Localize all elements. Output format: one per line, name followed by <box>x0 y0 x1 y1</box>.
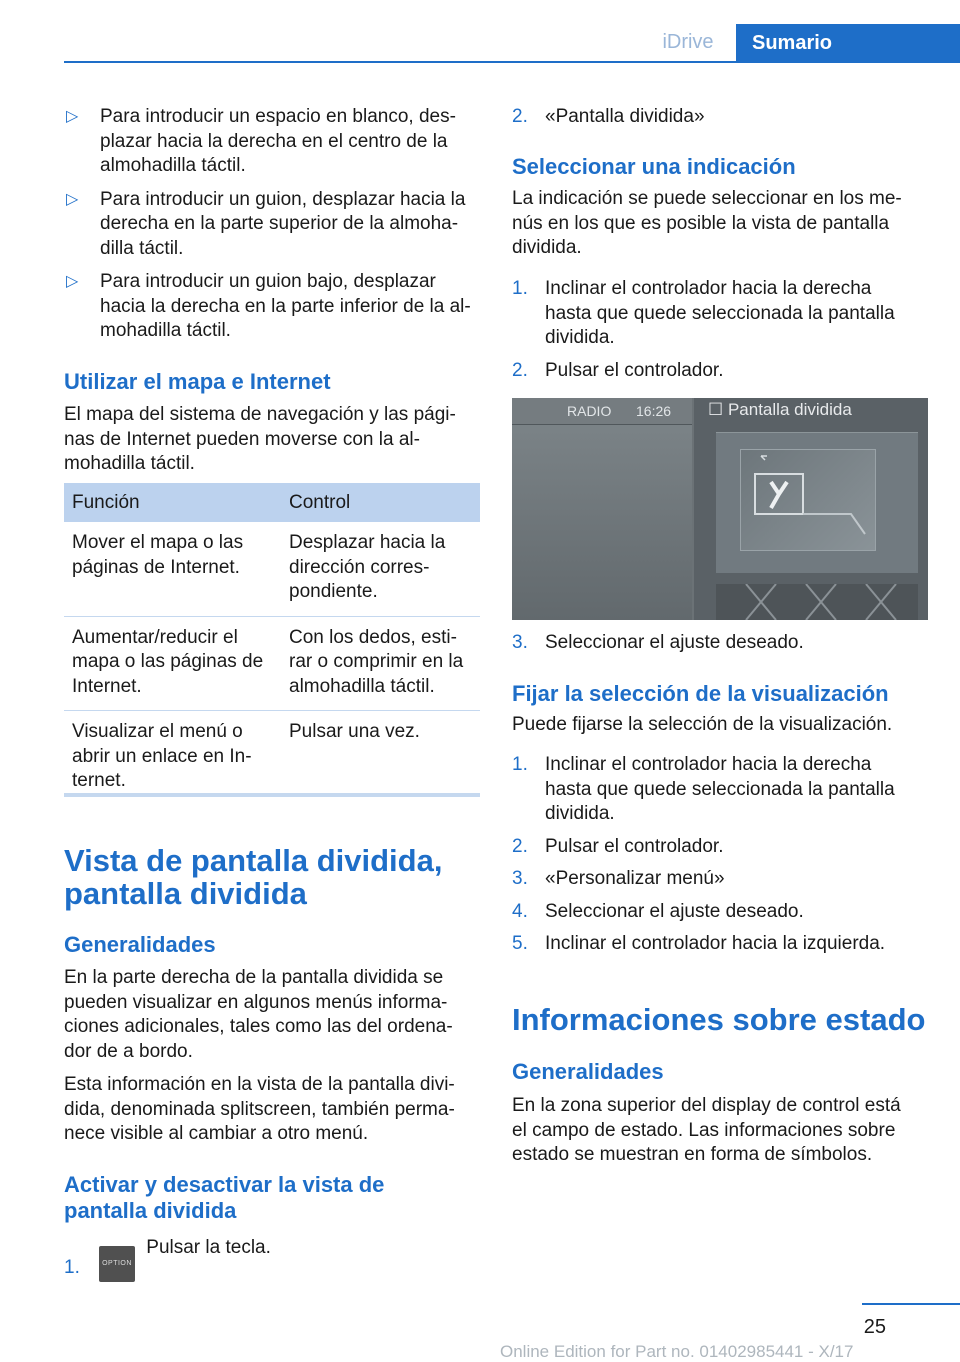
table-cell <box>281 616 480 711</box>
text-line: hacia la derecha en la parte inferior de la al- <box>100 295 471 317</box>
step-item <box>512 631 804 656</box>
step-content <box>97 1236 271 1282</box>
text-line: ciones adicionales, tales como las del ordena- <box>64 1016 453 1037</box>
option-key-icon: OPTION <box>99 1246 135 1282</box>
step-number: 4. <box>512 900 528 922</box>
heading-line: Activar y desactivar la vista de <box>64 1172 385 1197</box>
fix-steps <box>512 753 895 957</box>
select-steps <box>512 277 895 383</box>
select-heading: Seleccionar una indicación <box>512 154 796 179</box>
text-line: dividida. <box>545 327 615 348</box>
status-info-title: Informaciones sobre estado <box>512 1002 926 1037</box>
title-line: pantalla dividida <box>64 876 307 911</box>
status-general-heading: Generalidades <box>512 1059 664 1084</box>
screenshot-clock: 16:26 <box>636 403 672 419</box>
table-header-row <box>64 483 480 522</box>
text-line: Inclinar el controlador hacia la derecha <box>545 278 872 299</box>
step-number: 1. <box>512 278 528 299</box>
text-line: dilla táctil. <box>100 237 184 259</box>
text-line: Pulsar el controlador. <box>545 835 724 857</box>
text-line: dividida. <box>545 803 615 824</box>
fix-paragraph: Puede fijarse la selección de la visualización. <box>512 714 893 735</box>
header-section-label: iDrive <box>662 31 714 53</box>
text-line: Desplazar hacia la <box>289 532 446 553</box>
table-cell <box>64 616 281 711</box>
step-item <box>512 359 895 384</box>
text-line: nece visible al cambiar a otro menú. <box>64 1123 369 1144</box>
text-line: El mapa del sistema de navegación y las pági- <box>64 404 456 425</box>
step-item <box>512 835 895 860</box>
screenshot-preview <box>716 432 918 573</box>
edition-note: Online Edition for Part no. 01402985441 - X/17 <box>500 1342 854 1361</box>
table-row <box>64 522 480 616</box>
table-header-cell: Función <box>64 483 281 522</box>
step-text: Seleccionar el ajuste deseado. <box>545 632 804 653</box>
header-rule <box>64 61 960 63</box>
bullet-marker-icon: ▷ <box>66 190 79 208</box>
step-item <box>512 277 895 351</box>
step-text: «Pantalla dividida» <box>545 106 705 127</box>
step-number: 2. <box>512 106 528 127</box>
bullet-marker-icon: ▷ <box>66 273 79 290</box>
general-heading: Generalidades <box>64 932 216 957</box>
text-line: abrir un enlace en In- <box>72 745 252 767</box>
text-line: ternet. <box>72 770 126 791</box>
heading-line: pantalla dividida <box>64 1198 237 1223</box>
text-line: Con los dedos, esti- <box>289 626 457 648</box>
text-line: Aumentar/reducir el <box>72 626 238 648</box>
bullet-list <box>64 105 484 344</box>
screenshot-status-bar <box>512 398 692 425</box>
function-control-table <box>64 483 480 805</box>
map-heading: Utilizar el mapa e Internet <box>64 369 331 394</box>
junction-arrow-icon <box>741 450 875 550</box>
text-line: En la zona superior del display de control está <box>512 1095 901 1116</box>
text-line: Para introducir un guion bajo, desplazar <box>100 271 436 292</box>
text-line: Para introducir un guion, desplazar hacia la <box>100 188 466 210</box>
text-line: rar o comprimir en la <box>289 651 464 672</box>
screenshot-main-area <box>512 398 692 620</box>
screenshot-split-panel <box>694 398 928 620</box>
screenshot-preview-footer <box>716 584 918 620</box>
pattern-graphic <box>716 584 918 620</box>
text-line: dor de a bordo. <box>64 1040 193 1062</box>
text-line: dida, denominada splitscreen, también perma- <box>64 1098 455 1120</box>
text-line: «Personalizar menú» <box>545 868 725 889</box>
text-line: almohadilla táctil. <box>289 675 435 697</box>
screenshot-radio-label: RADIO <box>567 403 612 419</box>
text-line: Internet. <box>72 675 142 697</box>
step-number: 1. <box>512 754 528 775</box>
step-item <box>512 932 895 957</box>
bullet-marker-icon: ▷ <box>66 108 79 125</box>
step-item <box>512 867 895 892</box>
text-line: En la parte derecha de la pantalla dividida se <box>64 967 444 988</box>
text-line: hasta que quede seleccionada la pantalla <box>545 302 895 324</box>
text-line: mohadilla táctil. <box>64 453 195 474</box>
text-line: Esta información en la vista de la pantalla divi- <box>64 1074 455 1095</box>
activate-heading <box>64 1172 384 1224</box>
text-line: nús en los que es posible la vista de pantalla <box>512 212 890 234</box>
table-cell <box>64 522 281 616</box>
step-item <box>512 105 705 130</box>
text-line: Pulsar el controlador. <box>545 359 724 381</box>
split-screen-title <box>64 844 442 910</box>
text-line: La indicación se puede seleccionar en los me- <box>512 188 902 209</box>
text-line: Inclinar el controlador hacia la izquierda. <box>545 933 886 954</box>
bullet-item <box>64 105 484 179</box>
text-line: Pulsar una vez. <box>289 721 420 742</box>
table-cell <box>281 711 480 805</box>
step-item <box>512 753 895 827</box>
title-line: Vista de pantalla dividida, <box>64 843 443 878</box>
status-paragraph <box>512 1094 901 1168</box>
text-line: dirección corres- <box>289 556 430 578</box>
text-line: Seleccionar el ajuste deseado. <box>545 900 804 922</box>
text-line: pueden visualizar en algunos menús informa- <box>64 991 448 1013</box>
table-cell <box>281 522 480 616</box>
step-number: 3. <box>512 632 528 653</box>
screenshot-split-title: ☐ Pantalla dividida <box>708 400 852 419</box>
table-row <box>64 711 480 805</box>
footer-rule <box>862 1303 960 1305</box>
step-number: 5. <box>512 933 528 954</box>
text-line: páginas de Internet. <box>72 556 240 578</box>
split-screen-screenshot <box>512 398 928 620</box>
step-item <box>64 1236 271 1282</box>
text-line: Para introducir un espacio en blanco, des- <box>100 106 456 127</box>
table-row <box>64 616 480 711</box>
table-header-cell: Control <box>281 483 480 522</box>
text-line: mapa o las páginas de <box>72 651 264 672</box>
text-line: almohadilla táctil. <box>100 155 246 176</box>
text-line: estado se muestran en forma de símbolos. <box>512 1144 873 1165</box>
page-number: 25 <box>863 1316 886 1338</box>
text-line: pondiente. <box>289 581 378 602</box>
select-paragraph <box>512 187 902 261</box>
step-number: 3. <box>512 868 528 889</box>
step-number: 2. <box>512 359 528 381</box>
text-line: Mover el mapa o las <box>72 532 244 553</box>
text-line: el campo de estado. Las informaciones sobre <box>512 1119 896 1141</box>
text-line: plazar hacia la derecha en el centro de la <box>100 130 448 152</box>
bullet-item <box>64 270 484 344</box>
header-chapter-tab: Sumario <box>736 24 960 62</box>
step-item <box>512 900 895 925</box>
step-number: 2. <box>512 835 528 857</box>
general-paragraph-1 <box>64 966 453 1064</box>
step-number: 1. <box>64 1256 80 1278</box>
text-line: Inclinar el controlador hacia la derecha <box>545 754 872 775</box>
text-line: nas de Internet pueden moverse con la al- <box>64 428 420 450</box>
step-text: Pulsar la tecla. <box>146 1237 271 1258</box>
text-line: hasta que quede seleccionada la pantalla <box>545 778 895 800</box>
fix-heading: Fijar la selección de la visualización <box>512 681 889 706</box>
text-line: Visualizar el menú o <box>72 721 243 742</box>
map-paragraph <box>64 403 456 477</box>
table-cell <box>64 711 281 805</box>
table-end-rule <box>64 793 480 797</box>
screenshot-map-thumbnail <box>740 449 876 551</box>
text-line: mohadilla táctil. <box>100 320 231 341</box>
bullet-item <box>64 188 484 262</box>
text-line: dividida. <box>512 237 582 258</box>
text-line: derecha en la parte superior de la almoha- <box>100 213 459 234</box>
general-paragraph-2 <box>64 1073 455 1147</box>
